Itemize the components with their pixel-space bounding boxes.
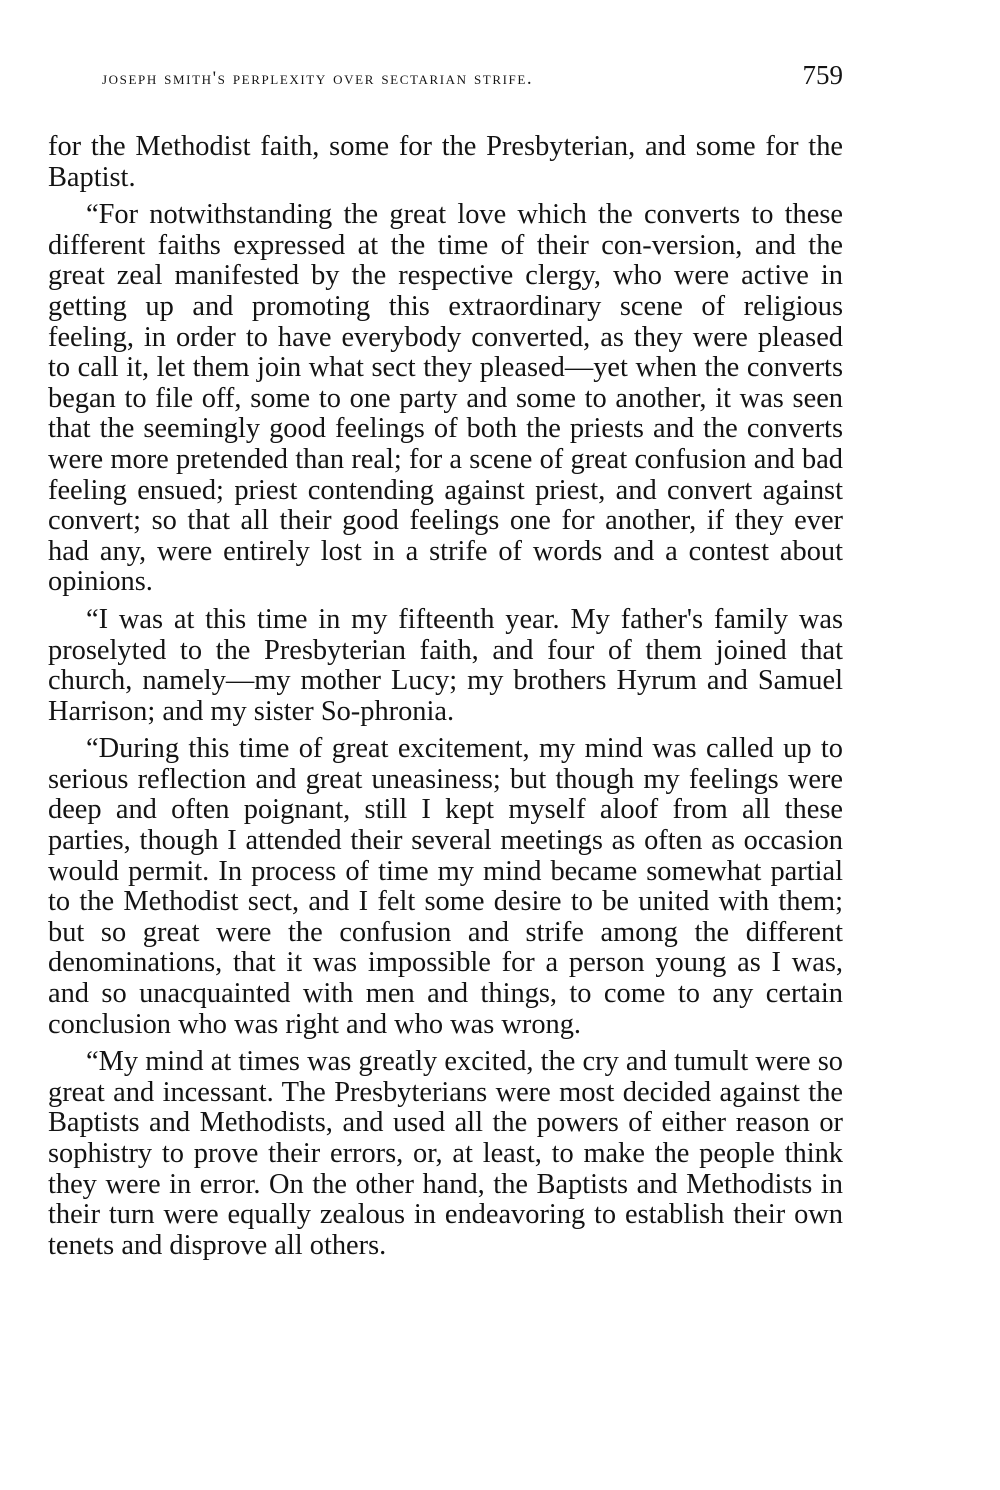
book-page xyxy=(48,60,843,1268)
paragraph: “For notwithstanding the great love which the converts to these different faiths expressed at the time of their con-version, and the great zeal manifested by the respective clergy, who were active in getting up and promoting this extraordinary scene of religious feeling, in order to have everybody converted, as they were pleased to call it, let them join what sect they pleased—yet when the converts began to file off, some to one party and some to another, it was seen that the seemingly good feelings of both the priests and the converts were more pretended than real; for a scene of great confusion and bad feeling ensued; priest contending against priest, and convert against convert; so that all their good feelings one for another, if they ever had any, were entirely lost in a strife of words and a contest about opinions. xyxy=(48,199,843,598)
page-number: 759 xyxy=(802,60,843,90)
paragraph: “I was at this time in my fifteenth year. My father's family was proselyted to the Presbyterian faith, and four of them joined that church, namely—my mother Lucy; my brothers Hyrum and Samuel Harrison; and my sister So-phronia. xyxy=(48,603,843,727)
paragraph: “My mind at times was greatly excited, the cry and tumult were so great and incessant. The Presbyterians were most decided against the Baptists and Methodists, and used all the powers of either reason or sophistry to prove their errors, or, at least, to make the people think they were in error. On the other hand, the Baptists and Methodists in their turn were equally zealous in endeavoring to establish their own tenets and disprove all others. xyxy=(48,1046,843,1261)
body-text xyxy=(48,132,843,1261)
paragraph: “During this time of great excitement, my mind was called up to serious reflection and great uneasiness; but though my feelings were deep and often poignant, still I kept myself aloof from all these parties, though I attended their several meetings as often as occasion would permit. In process of time my mind became somewhat partial to the Methodist sect, and I felt some desire to be united with them; but so great were the confusion and strife among the different denominations, that it was impossible for a person young as I was, and so unacquainted with men and things, to come to any certain conclusion who was right and who was wrong. xyxy=(48,733,843,1040)
running-title: joseph smith's perplexity over sectarian strife. xyxy=(102,68,534,89)
paragraph-continuation: for the Methodist faith, some for the Presbyterian, and some for the Baptist. xyxy=(48,131,843,193)
running-head xyxy=(48,60,843,104)
